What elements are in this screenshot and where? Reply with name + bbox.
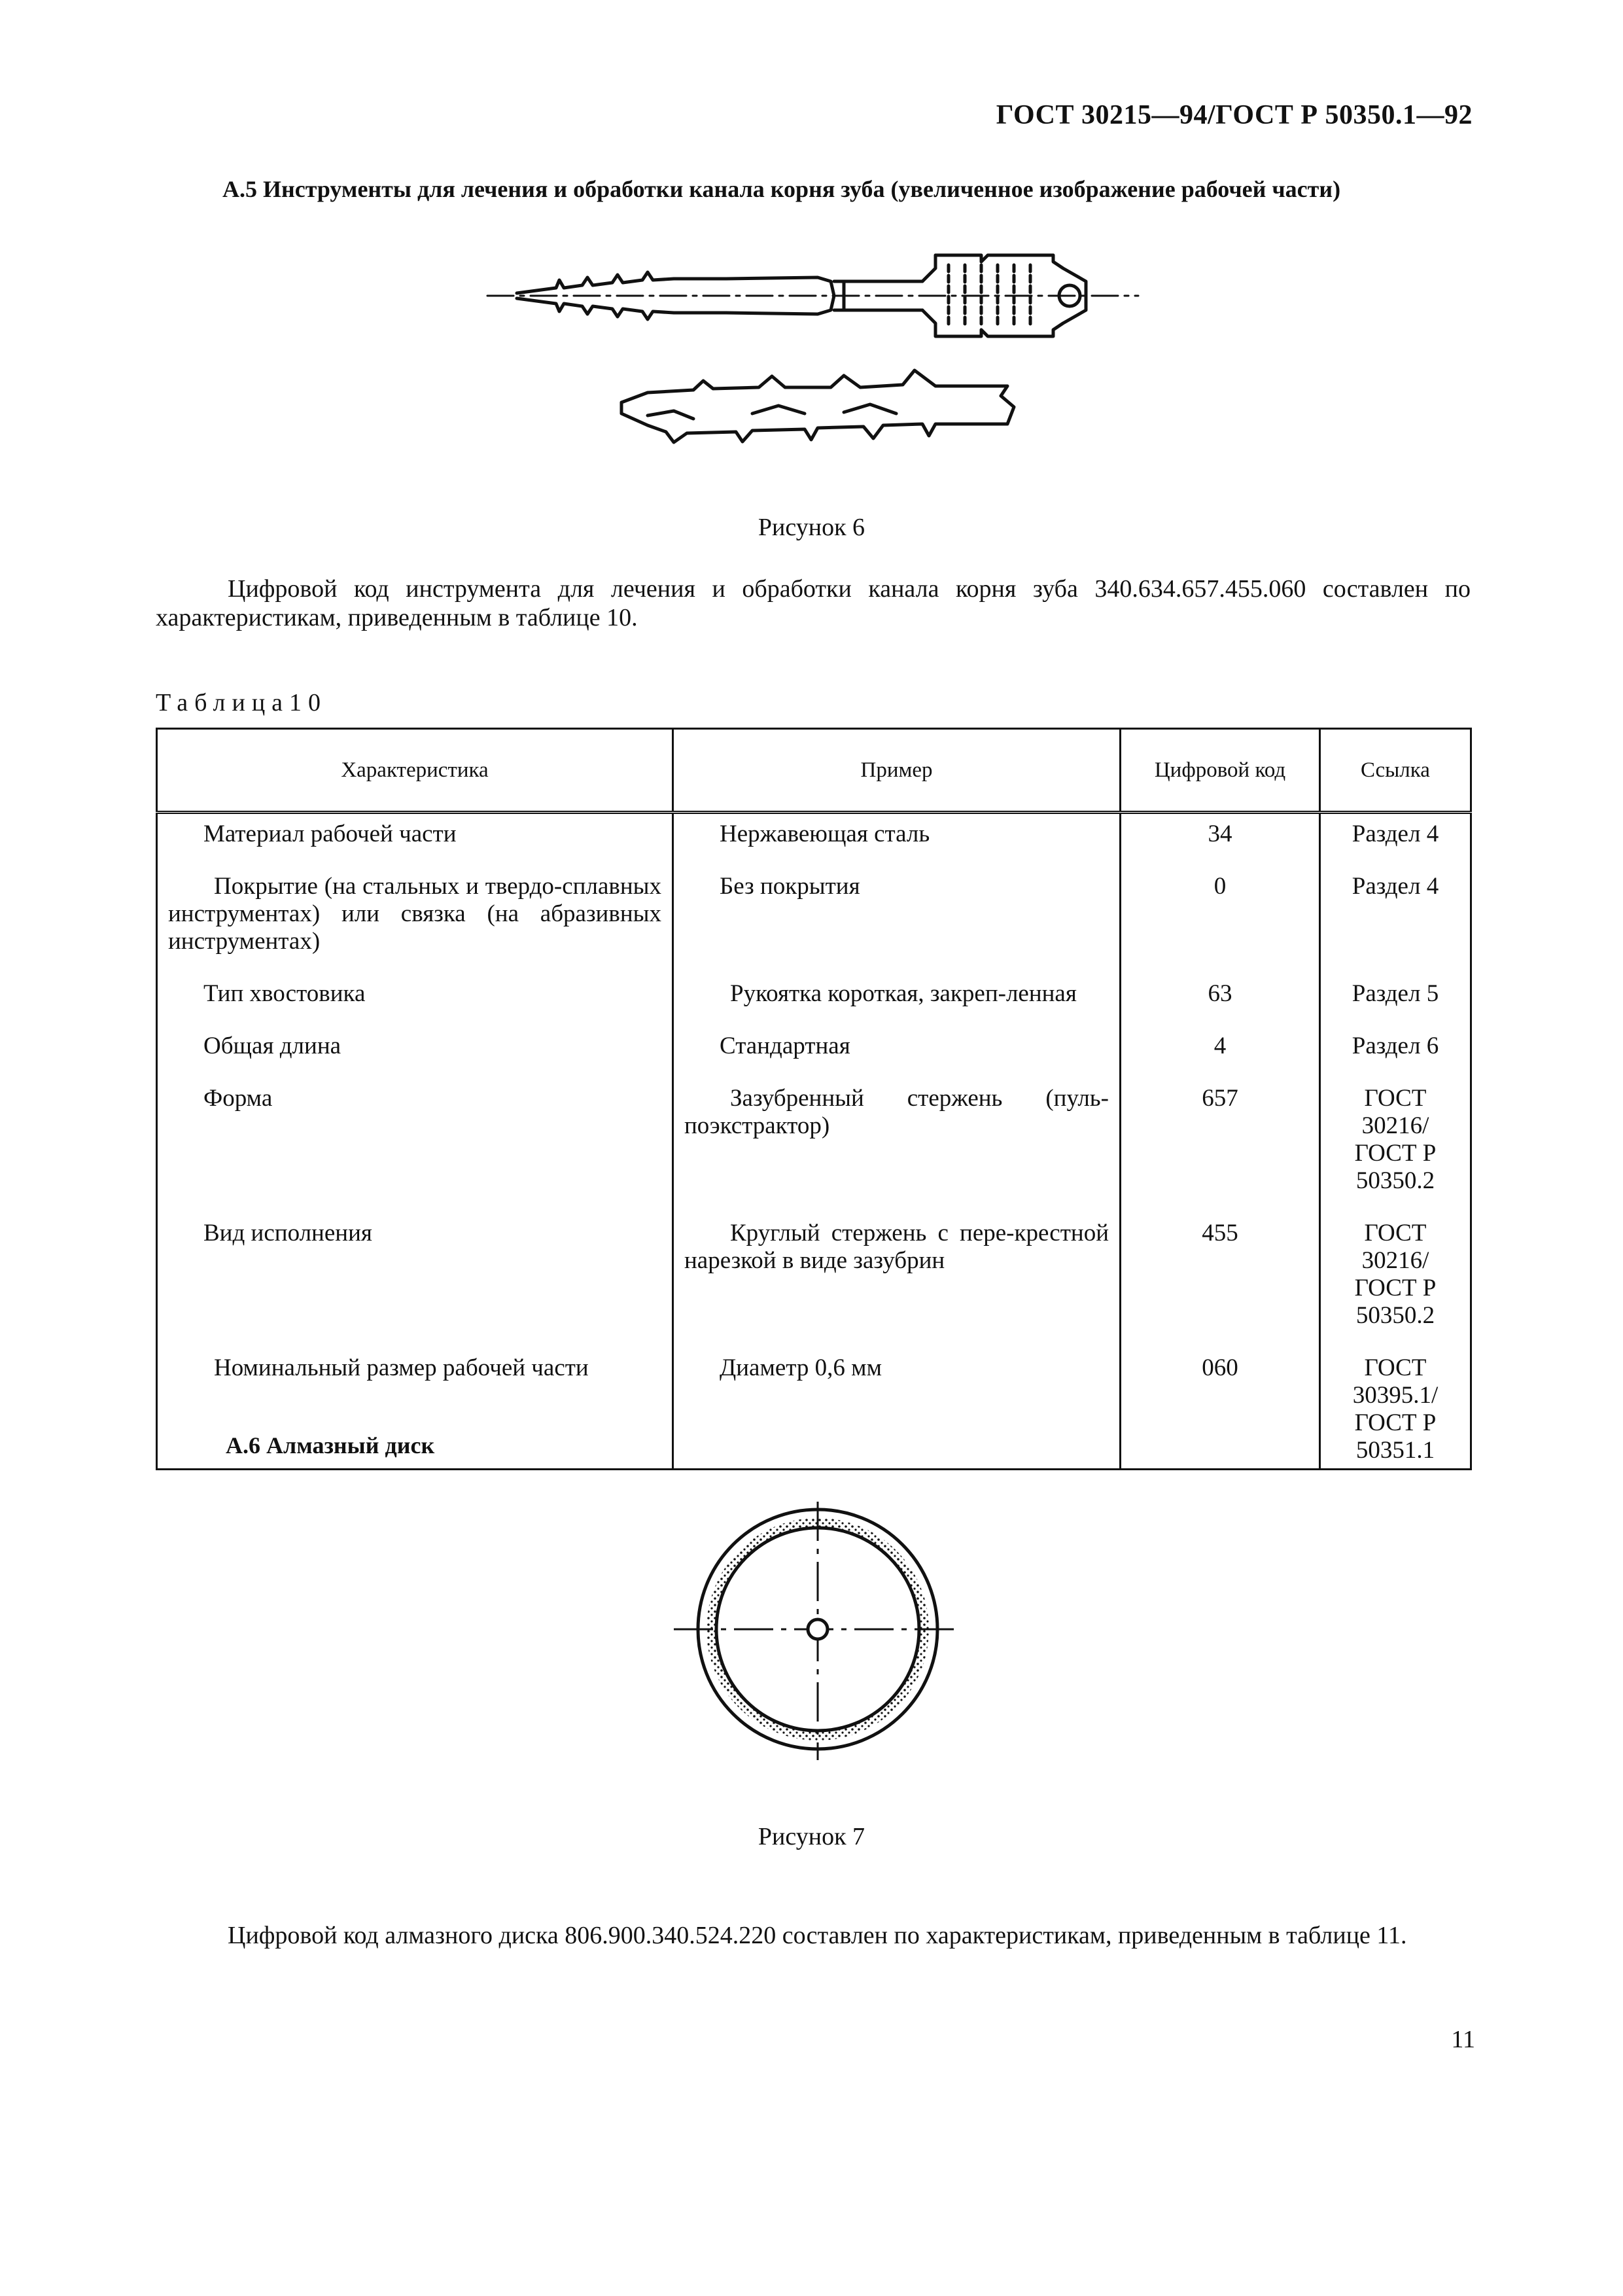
cell-code: 4	[1121, 1026, 1320, 1078]
paragraph-diamond-disk-code: Цифровой код алмазного диска 806.900.340.524.220 составлен по характеристикам, приведенным в таблице 11.	[228, 1922, 1407, 1949]
cell-reference: Раздел 6	[1320, 1026, 1471, 1078]
cell-code: 060	[1121, 1348, 1320, 1470]
cell-example: Диаметр 0,6 мм	[673, 1348, 1121, 1470]
cell-characteristic: Номинальный размер рабочей части	[157, 1348, 673, 1470]
table-10-label: Таблица10	[156, 689, 328, 716]
cell-example: Нержавеющая сталь	[673, 813, 1121, 867]
column-header-characteristic: Характеристика	[157, 729, 673, 813]
cell-reference: Раздел 4	[1320, 866, 1471, 974]
table-row	[157, 1213, 1471, 1348]
cell-example: Рукоятка короткая, закреп-ленная	[673, 974, 1121, 1026]
cell-reference: Раздел 4	[1320, 813, 1471, 867]
cell-reference: Раздел 5	[1320, 974, 1471, 1026]
cell-code: 455	[1121, 1213, 1320, 1348]
cell-example: Зазубренный стержень (пуль-поэкстрактор)	[673, 1078, 1121, 1213]
cell-example: Стандартная	[673, 1026, 1121, 1078]
column-header-reference: Ссылка	[1320, 729, 1471, 813]
figure-7-diamond-disk-drawing	[667, 1492, 968, 1773]
cell-characteristic: Покрытие (на стальных и твердо-сплавных инструментах) или связка (на абразивных инструментах)	[157, 866, 673, 974]
figure-7-caption: Рисунок 7	[758, 1823, 865, 1850]
cell-characteristic: Вид исполнения	[157, 1213, 673, 1348]
cell-characteristic: Материал рабочей части	[157, 813, 673, 867]
cell-reference: ГОСТ 30395.1/ ГОСТ Р 50351.1	[1320, 1348, 1471, 1470]
table-row	[157, 866, 1471, 974]
cell-characteristic: Форма	[157, 1078, 673, 1213]
table-10	[156, 728, 1472, 1470]
cell-code: 657	[1121, 1078, 1320, 1213]
table-row	[157, 974, 1471, 1026]
table-row	[157, 813, 1471, 867]
cell-reference: ГОСТ 30216/ ГОСТ Р 50350.2	[1320, 1213, 1471, 1348]
figure-6-instrument-drawing	[478, 242, 1164, 478]
table-row	[157, 1026, 1471, 1078]
cell-code: 0	[1121, 866, 1320, 974]
table-header-row	[157, 729, 1471, 813]
column-header-code: Цифровой код	[1121, 729, 1320, 813]
cell-example: Круглый стержень с пере-крестной нарезкой в виде зазубрин	[673, 1213, 1121, 1348]
document-header: ГОСТ 30215—94/ГОСТ Р 50350.1—92	[996, 100, 1473, 130]
page-number: 11	[1451, 2026, 1475, 2053]
cell-example: Без покрытия	[673, 866, 1121, 974]
cell-code: 63	[1121, 974, 1320, 1026]
column-header-example: Пример	[673, 729, 1121, 813]
figure-6-caption: Рисунок 6	[758, 514, 865, 541]
cell-characteristic: Тип хвостовика	[157, 974, 673, 1026]
section-a5-title: А.5 Инструменты для лечения и обработки канала корня зуба (увеличенное изображение рабочей части)	[222, 176, 1341, 202]
cell-code: 34	[1121, 813, 1320, 867]
paragraph-instrument-code: Цифровой код инструмента для лечения и обработки канала корня зуба 340.634.657.455.060 составлен по характеристикам, приведенным в таблице 10.	[156, 575, 1471, 631]
table-row	[157, 1078, 1471, 1213]
cell-characteristic: Общая длина	[157, 1026, 673, 1078]
section-a6-title: А.6 Алмазный диск	[226, 1432, 435, 1458]
cell-reference: ГОСТ 30216/ ГОСТ Р 50350.2	[1320, 1078, 1471, 1213]
